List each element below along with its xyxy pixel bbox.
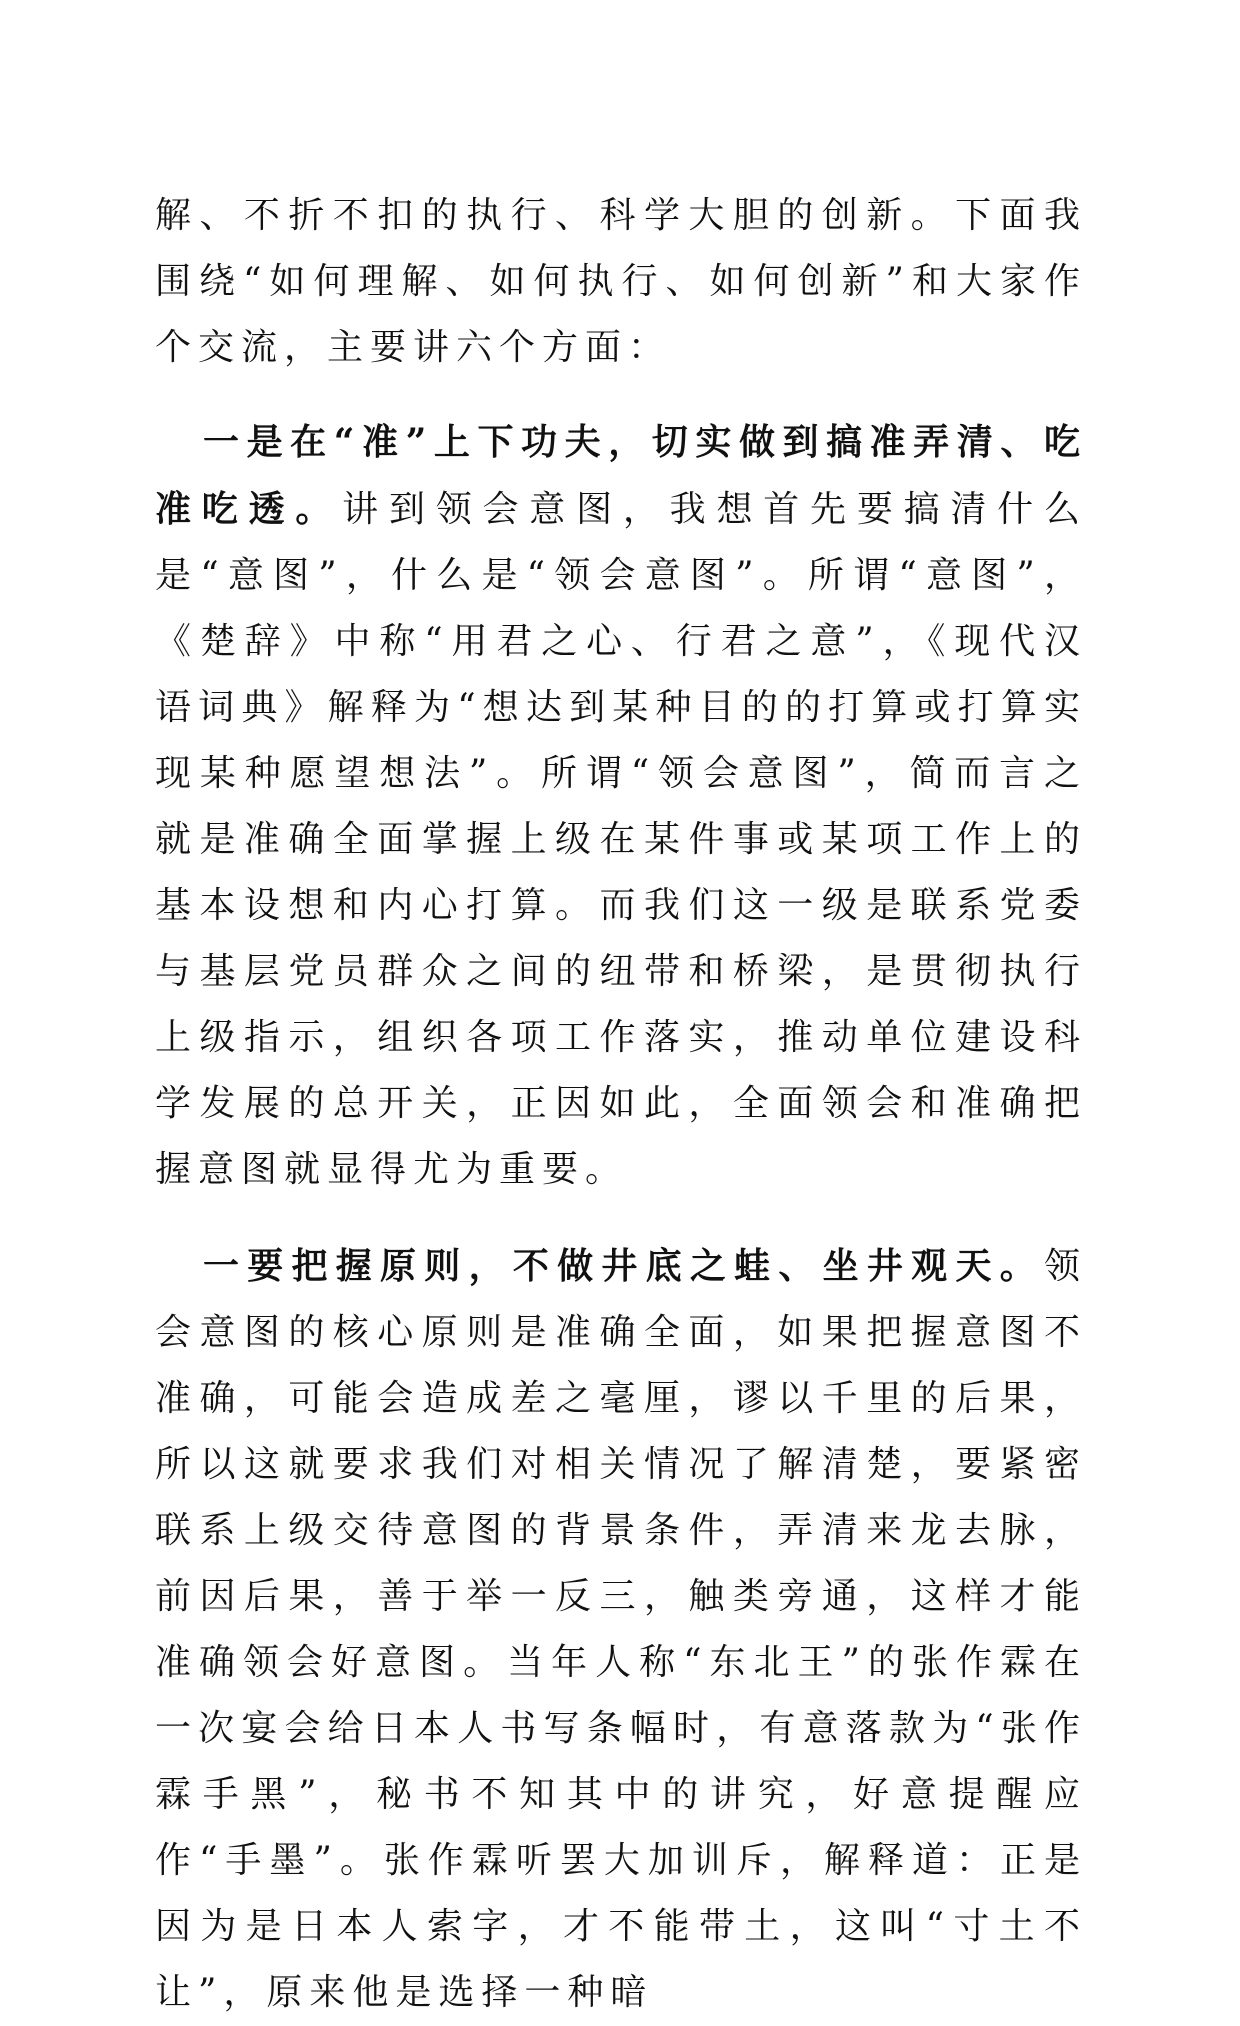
paragraph-text: 解、不折不扣的执行、科学大胆的创新。下面我围绕“如何理解、如何执行、如何创新”和大家作个交流，主要讲六个方面： <box>155 195 1087 368</box>
section-heading: 一是在“准”上下功夫，切实做到搞准弄清、吃准吃透。 <box>155 421 1087 530</box>
document-page <box>155 183 1087 2026</box>
paragraph-intro <box>155 183 1087 381</box>
paragraph-text: 讲到领会意图，我想首先要搞清什么是“意图”，什么是“领会意图”。所谓“意图”，《楚辞》中称“用君之心、行君之意”，《现代汉语词典》解释为“想达到某种目的的打算或打算实现某种愿望想法”。所谓“领会意图”，简而言之就是准确全面掌握上级在某件事或某项工作上的基本设想和内心打算。而我们这一级是联系党委与基层党员群众之间的纽带和桥梁，是贯彻执行上级指示，组织各项工作落实，推动单位建设科学发展的总开关，正因如此，全面领会和准确把握意图就显得尤为重要。 <box>155 489 1087 1190</box>
subsection-heading: 一要把握原则，不做井底之蛙、坐井观天。 <box>203 1245 1044 1287</box>
paragraph-section-one <box>155 409 1087 1203</box>
paragraph-text: 领会意图的核心原则是准确全面，如果把握意图不准确，可能会造成差之毫厘，谬以千里的后果，所以这就要求我们对相关情况了解清楚，要紧密联系上级交待意图的背景条件，弄清来龙去脉，前因后果，善于举一反三，触类旁通，这样才能准确领会好意图。当年人称“东北王”的张作霖在一次宴会给日本人书写条幅时，有意落款为“张作霖手黑”，秘书不知其中的讲究，好意提醒应作“手墨”。张作霖听罢大加训斥，解释道：正是因为是日本人索字，才不能带土，这叫“寸土不让”，原来他是选择一种暗 <box>155 1246 1087 2013</box>
paragraph-principle <box>155 1233 1087 2026</box>
